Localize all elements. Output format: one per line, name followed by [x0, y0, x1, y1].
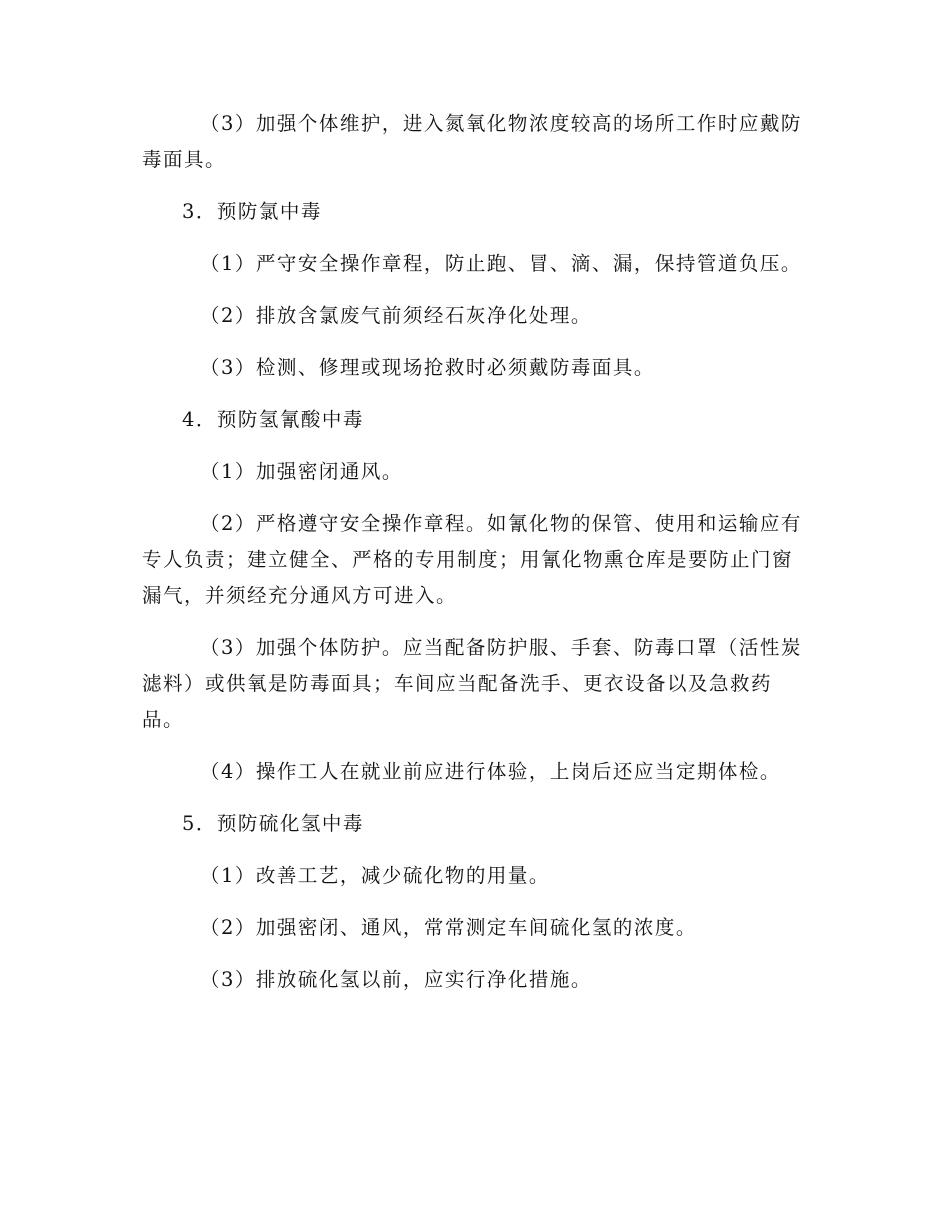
section-heading-h2s: 5．预防硫化氢中毒	[182, 812, 364, 835]
section-heading-chlorine: 3．预防氯中毒	[182, 200, 322, 223]
section-heading-hcn: 4．预防氢氰酸中毒	[182, 408, 364, 431]
paragraph-h2s-3: （3）排放硫化氢以前，应实行净化措施。	[200, 968, 592, 991]
paragraph-chlorine-1: （1）严守安全操作章程，防止跑、冒、滴、漏，保持管道负压。	[200, 252, 802, 275]
paragraph-hcn-3: （3）加强个体防护。应当配备防护服、手套、防毒口罩（活性炭滤料）或供氧是防毒面具；车间应当配备洗手、更衣设备以及急救药品。	[142, 636, 802, 731]
paragraph-hcn-2: （2）严格遵守安全操作章程。如氰化物的保管、使用和运输应有专人负责；建立健全、严格的专用制度；用氰化物熏仓库是要防止门窗漏气，并须经充分通风方可进入。	[142, 512, 802, 607]
paragraph-nox-protection: （3）加强个体维护，进入氮氧化物浓度较高的场所工作时应戴防毒面具。	[142, 112, 802, 171]
paragraph-h2s-1: （1）改善工艺，减少硫化物的用量。	[200, 864, 550, 887]
paragraph-h2s-2: （2）加强密闭、通风，常常测定车间硫化氢的浓度。	[200, 916, 697, 939]
paragraph-hcn-4: （4）操作工人在就业前应进行体验，上岗后还应当定期体检。	[200, 760, 781, 783]
paragraph-chlorine-2: （2）排放含氯废气前须经石灰净化处理。	[200, 304, 592, 327]
document-body	[142, 106, 802, 998]
paragraph-chlorine-3: （3）检测、修理或现场抢救时必须戴防毒面具。	[200, 356, 655, 379]
paragraph-hcn-1: （1）加强密闭通风。	[200, 460, 403, 483]
